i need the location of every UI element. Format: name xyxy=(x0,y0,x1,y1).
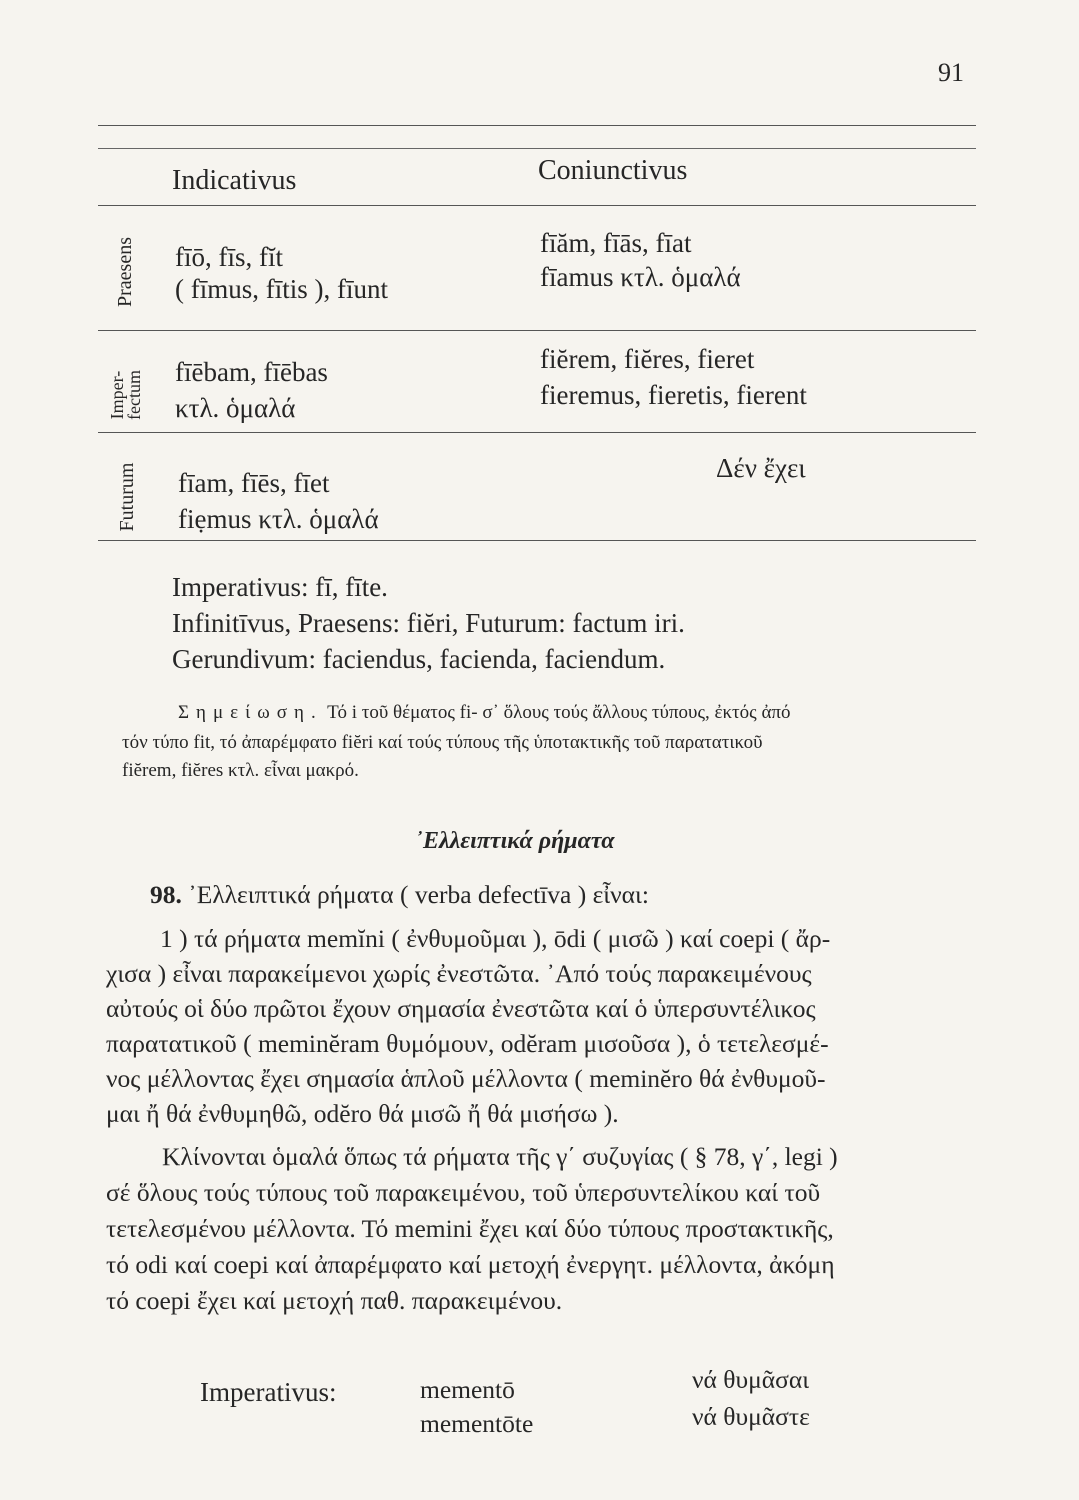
paragraph-2-line: τό coepi ἔχει καί μετοχή παθ. παρακειμένου. xyxy=(106,1286,563,1315)
paragraph-98-line: νος μέλλοντας ἔχει σημασία ἁπλοῦ μέλλοντα ( meminĕro θά ἐνθυμοῦ- xyxy=(106,1064,826,1093)
tense-label-imperfectum-line2: fectum xyxy=(124,370,144,420)
note-line-1 xyxy=(178,702,791,724)
futurum-subjunctive-none: Δέν ἔχει xyxy=(716,453,806,483)
table-rule xyxy=(98,330,976,331)
memento-label: Imperativus: xyxy=(200,1377,337,1407)
tense-label-futurum: Futurum xyxy=(116,462,138,532)
paragraph-98-line: χισα ) εἶναι παρακείμενοι χωρίς ἐνεστῶτα. ᾿Από τούς παρακειμένους xyxy=(106,959,812,988)
memento-greek-plural: νά θυμᾶστε xyxy=(692,1402,810,1431)
imperfectum-indicative-line2: κτλ. ὁμαλά xyxy=(175,393,296,423)
paragraph-2-line: Κλίνονται ὁμαλά ὅπως τά ρήματα τῆς γ΄ συζυγίας ( § 78, γ΄, legi ) xyxy=(162,1142,838,1171)
paragraph-98-first-line xyxy=(150,880,649,910)
note-line-3: fiĕrem, fiĕres κτλ. εἶναι μακρό. xyxy=(122,760,359,781)
tense-label-praesens: Praesens xyxy=(114,237,136,307)
imperfectum-indicative-line1: fīēbam, fīēbas xyxy=(175,357,328,387)
section-heading: ᾿Ελλειπτικά ρήματα xyxy=(415,828,615,854)
paragraph-98-line: μαι ἤ θά ἐνθυμηθῶ, odĕro θά μισῶ ἤ θά μισήσω ). xyxy=(106,1099,619,1128)
table-rule xyxy=(98,205,976,206)
note-line-2: τόν τύπο fit, τό ἀπαρέμφατο fiĕri καί τούς τύπους τῆς ὑποτακτικῆς τοῦ παρατατικοῦ xyxy=(122,732,763,753)
futurum-indicative-line1: fīam, fīēs, fīet xyxy=(178,468,330,498)
memento-greek-singular: νά θυμᾶσαι xyxy=(692,1365,810,1394)
paragraph-98-line: αὐτούς οἱ δύο πρῶτοι ἔχουν σημασία ἐνεστῶτα καί ὁ ὑπερσυντέλικος xyxy=(106,994,816,1023)
header-indicativus: Indicativus xyxy=(172,165,297,196)
imperfectum-subjunctive-line1: fiĕrem, fiĕres, fieret xyxy=(540,344,755,374)
page-number: 91 xyxy=(938,58,964,87)
table-rule xyxy=(98,432,976,433)
praesens-subjunctive-line2: fīamus κτλ. ὁμαλά xyxy=(540,262,741,292)
paragraph-98-intro: ᾿Ελλειπτικά ρήματα ( verba defectīva ) εἶναι: xyxy=(188,880,649,909)
memento-latin-plural: mementōte xyxy=(420,1409,534,1438)
paragraph-98-line: παρατατικοῦ ( meminĕram θυμόμουν, odĕram μισοῦσα ), ὁ τετελεσμέ- xyxy=(106,1029,829,1058)
futurum-indicative-line2: fiẹmus κτλ. ὁμαλά xyxy=(178,504,379,534)
form-imperativus: Imperativus: fī, fīte. xyxy=(172,572,388,602)
form-infinitivus: Infinitīvus, Praesens: fiĕri, Futurum: factum iri. xyxy=(172,608,685,638)
paragraph-2-line: τετελεσμένου μέλλοντα. Τό memini ἔχει καί δύο τύπους προστακτικῆς, xyxy=(106,1214,834,1243)
tense-label-imperfectum-line1: Imper- xyxy=(107,370,127,420)
tense-label-imperfectum xyxy=(109,370,143,420)
praesens-subjunctive-line1: fīăm, fīās, fīat xyxy=(540,228,692,258)
note-text-1: Τό i τοῦ θέματος fi- σ᾿ ὅλους τούς ἄλλους τύπους, ἐκτός ἀπό xyxy=(327,702,791,723)
paragraph-number: 98. xyxy=(150,880,182,909)
form-gerundivum: Gerundivum: faciendus, facienda, faciendum. xyxy=(172,644,666,674)
memento-latin-singular: mementō xyxy=(420,1375,515,1404)
note-label: Σημείωση. xyxy=(178,702,323,723)
paragraph-2-line: τό odi καί coepi καί ἀπαρέμφατο καί μετοχή ἐνεργητ. μέλλοντα, ἀκόμη xyxy=(106,1250,835,1279)
imperfectum-subjunctive-line2: fieremus, fieretis, fierent xyxy=(540,380,807,410)
header-coniunctivus: Coniunctivus xyxy=(538,155,688,186)
paragraph-2-line: σέ ὅλους τούς τύπους τοῦ παρακειμένου, τοῦ ὑπερσυντελίκου καί τοῦ xyxy=(106,1178,821,1207)
table-rule xyxy=(98,125,976,126)
praesens-indicative-line2: ( fīmus, fītis ), fīunt xyxy=(175,274,388,304)
praesens-indicative-line1: fīō, fīs, fĭt xyxy=(175,242,283,272)
paragraph-98-line: 1 ) τά ρήματα memĭni ( ἐνθυμοῦμαι ), ōdi ( μισῶ ) καί coepi ( ἄρ- xyxy=(160,924,831,953)
table-rule xyxy=(98,148,976,149)
table-rule xyxy=(98,540,976,541)
